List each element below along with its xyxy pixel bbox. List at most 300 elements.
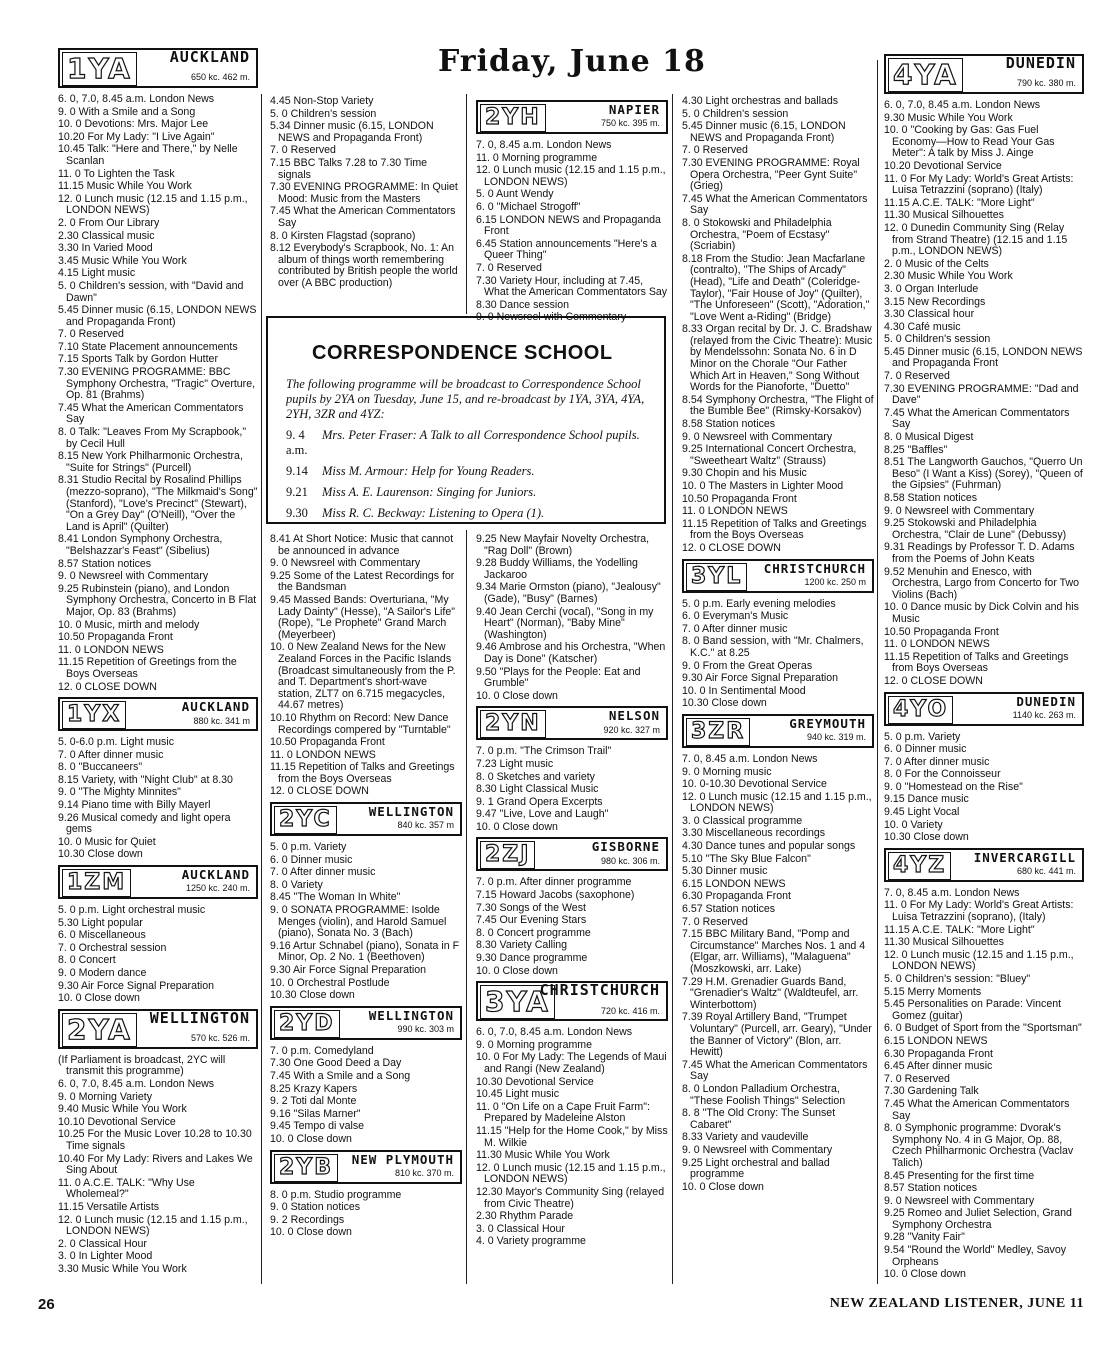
programme-item: 10. 0 Orchestral Postlude [270, 976, 390, 989]
programme-list [682, 599, 874, 710]
programme-item: 9. 0 With a Smile and a Song [58, 105, 196, 118]
column-divider [261, 94, 262, 1284]
programme-item: 9.15 Dance music [884, 793, 969, 806]
programme-list [476, 746, 668, 833]
programme-item: 3. 0 Classical programme [682, 814, 803, 827]
programme-item: 5.45 Dinner music (6.15, LONDON NEWS and Propaganda Front) [58, 304, 257, 328]
programme-item: 5. 0-6.0 p.m. Light music [58, 736, 174, 749]
programme-item: 10.30 Close down [884, 831, 969, 844]
programme-item: 7.45 What the American Commentators Say [682, 192, 868, 217]
programme-item: 10. 0 In Sentimental Mood [682, 684, 806, 697]
programme-item: 11.15 Repetition of Talks and Greetings from the Boys Overseas [270, 761, 455, 785]
programme-item: 11.15 A.C.E. TALK: "More Light" [884, 196, 1035, 209]
station-city: GISBORNE [591, 839, 660, 855]
programme-item: 8. 0 Sketches and variety [476, 770, 595, 783]
programme-list [270, 842, 462, 1002]
programme-item: 10.10 Devotional Service [58, 1115, 176, 1128]
programme-item: 12. 0 Lunch music (12.15 and 1.15 p.m., LONDON NEWS) [884, 948, 1074, 973]
programme-item: 9.25 New Mayfair Novelty Orchestra, "Rag Doll" (Brown) [476, 533, 650, 557]
programme-list [58, 905, 258, 1005]
programme-item: 7.45 What the American Commentators Say [58, 401, 244, 426]
programme-item: 7. 0 After dinner music [58, 748, 164, 761]
programme-item: 7. 0 After dinner music [884, 755, 990, 768]
programme-item: 9. 0 SONATA PROGRAMME: Isolde Menges (violin), and Harold Samuel (piano), Sonata No. 3 (Bach) [270, 904, 447, 940]
programme-item: 9. 2 Recordings [270, 1213, 345, 1226]
programme-item: 12. 0 CLOSE DOWN [270, 785, 369, 798]
programme-item: 11. 0 A.C.E. TALK: "Why Use Wholemeal?" [58, 1176, 195, 1201]
station-city: DUNEDIN [1005, 54, 1076, 72]
programme-item: 12. 0 Lunch music (12.15 and 1.15 p.m., LONDON NEWS) [476, 164, 666, 188]
programme-item: 3. 0 Classical Hour [476, 1222, 565, 1235]
station-frequency: 980 kc. 306 m. [600, 855, 660, 866]
programme-item: 8.15 New York Philharmonic Orchestra, "Suite for Strings" (Purcell) [58, 450, 243, 474]
programme-item: 10. 0 Close down [682, 1180, 764, 1193]
programme-item: 11. 0 For My Lady: World's Great Artists: Luisa Tetrazzini (soprano) (Italy) [884, 172, 1074, 197]
programme-item: 8.25 Krazy Kapers [270, 1082, 358, 1095]
programme-item: 9. 0 Station notices [270, 1201, 361, 1214]
correspondence-school-box [266, 316, 666, 524]
station-frequency: 1140 kc. 263 m. [1012, 709, 1076, 720]
programme-item: 7.30 Songs of the West [476, 901, 586, 914]
programme-item: 3.45 Music While You Work [58, 254, 187, 267]
programme-item: 8.25 "Baffles" [884, 443, 948, 456]
programme-item: 6.30 Propaganda Front [682, 890, 791, 903]
programme-item: 9.25 Some of the Latest Recordings for the Bandsman [270, 569, 455, 594]
programme-item: 7. 0 Reserved [884, 1072, 950, 1085]
programme-list [476, 1027, 668, 1248]
programme-item: 10.45 Talk: "Here and There," by Nelle Scanlan [58, 143, 238, 167]
column-divider [877, 60, 878, 1284]
programme-item: 7.23 Light music [476, 757, 554, 770]
programme-item: 10. 0 Dance music by Dick Colvin and his Music [884, 601, 1079, 625]
programme-item: 2.30 Classical music [58, 229, 155, 242]
programme-item: 8.41 London Symphony Orchestra, "Belshazzar's Feast" (Sibelius) [58, 533, 223, 557]
schedule-time: 9.21 [286, 485, 308, 499]
programme-item: 8.45 Presenting for the first time [884, 1169, 1035, 1182]
programme-item: 11. 0 To Lighten the Task [58, 167, 175, 180]
programme-item: 8.51 The Langworth Gauchos, "Querro Un Beso" (I Want a Kiss) (Sorey), "Queen of the Gipsies" (Fuhrman) [884, 456, 1083, 492]
programme-item: 5. 0 p.m. Variety [270, 841, 347, 854]
programme-item: 7. 0 Reserved [884, 370, 950, 383]
programme-item: 4.30 Dance tunes and popular songs [682, 840, 856, 853]
station-city: AUCKLAND [169, 48, 250, 66]
schedule-text: Mrs. Peter Fraser: A Talk to all Correspondence School pupils. [322, 428, 640, 442]
station-frequency: 880 kc. 341 m [193, 715, 250, 726]
programme-item: 11.15 Repetition of Talks and Greetings from the Boys Overseas [682, 517, 867, 542]
programme-item: 12. 0 Lunch music (12.15 and 1.15 p.m., LONDON NEWS) [682, 790, 872, 815]
column-3-top [476, 96, 668, 325]
station-city: GREYMOUTH [789, 715, 866, 731]
programme-item: 5.34 Dinner music (6.15, LONDON NEWS and Propaganda Front) [270, 120, 434, 144]
programme-item: 9. 1 Grand Opera Excerpts [476, 795, 603, 808]
programme-item: 12. 0 Lunch music (12.15 and 1.15 p.m., LONDON NEWS) [58, 1213, 248, 1238]
programme-item: 7. 0 Reserved [476, 261, 542, 274]
programme-item: 8.45 "The Woman In White" [270, 891, 401, 904]
programme-item: 9.28 Buddy Williams, the Yodelling Jackaroo [476, 557, 638, 581]
programme-item: 9.25 Stokowski and Philadelphia Orchestra, "Clair de Lune" (Debussy) [884, 517, 1067, 541]
station-frequency: 680 kc. 441 m. [1016, 866, 1076, 877]
station-header-2yc [270, 802, 462, 836]
station-frequency: 720 kc. 416 m. [600, 1005, 660, 1016]
programme-item: 10.30 Devotional Service [476, 1075, 594, 1088]
programme-item: 9. 0 Morning Variety [58, 1090, 153, 1103]
station-frequency: 750 kc. 395 m. [600, 118, 660, 129]
programme-item: 10.10 Rhythm on Record: New Dance Recordings compered by "Turntable" [270, 711, 451, 736]
programme-item: 6. 0, 7.0, 8.45 a.m. London News [58, 93, 215, 105]
programme-list [682, 754, 874, 1193]
programme-item: 11. 0 Morning programme [476, 151, 598, 164]
call-sign-logo: 2YN [480, 710, 546, 738]
programme-item: 8. 0 p.m. Studio programme [270, 1188, 402, 1201]
station-header-1zm [58, 865, 258, 899]
station-frequency: 920 kc. 327 m [603, 724, 660, 735]
programme-item: 9.54 "Round the World" Medley, Savoy Orpheans [884, 1244, 1067, 1268]
programme-item: 8. 0 Band session, with "Mr. Chalmers, K.C." at 8.25 [682, 635, 864, 659]
call-sign-logo: 2YD [274, 1010, 340, 1038]
programme-item: 9.40 Jean Cerchi (vocal), "Song in my Heart" (Norman), "Baby Mine" (Washington) [476, 605, 654, 641]
programme-item: 12.30 Mayor's Community Sing (relayed from Civic Theatre) [476, 1185, 665, 1210]
programme-item: 7. 0, 8.45 a.m. London News [682, 752, 818, 765]
programme-item: 7.39 Royal Artillery Band, "Trumpet Voluntary" (Purcell, arr. Geary), "Under the Banner of Victory" (Blon, arr. Hewitt) [682, 1011, 872, 1059]
station-header-3ya [476, 981, 668, 1021]
programme-item: 7.45 Our Evening Stars [476, 914, 587, 927]
programme-item: 7. 0 Reserved [270, 144, 336, 157]
programme-item: 5.30 Dinner music [682, 865, 768, 878]
programme-item: 7.30 EVENING PROGRAMME: In Quiet Mood: Music from the Masters [270, 181, 458, 205]
programme-item: 5.45 Dinner music (6.15, LONDON NEWS and Propaganda Front [884, 345, 1083, 370]
programme-item: 8.41 At Short Notice: Music that cannot be announced in advance [270, 533, 454, 557]
page-title: Friday, June 18 [438, 44, 706, 79]
programme-item: 3.15 New Recordings [884, 295, 986, 308]
programme-item: 9.25 International Concert Orchestra, "Sweetheart Waltz" (Strauss) [682, 443, 857, 467]
schedule-row [286, 428, 654, 458]
station-header-2ya [58, 1009, 258, 1049]
programme-item: 8.58 Station notices [884, 492, 978, 504]
programme-item: 5.30 Light popular [58, 916, 143, 929]
programme-item: 9.30 Dance programme [476, 952, 588, 965]
programme-item: 8.12 Everybody's Scrapbook, No. 1: An album of things worth remembering contributed by British people the world over (A BBC production) [270, 242, 458, 289]
station-header-3zr [682, 714, 874, 748]
programme-item: 9.34 Marie Ormston (piano), "Jealousy" (Gade), "Busy" (Barnes) [476, 581, 661, 605]
programme-item: 8. 0 Variety [270, 878, 323, 891]
column-divider [466, 94, 467, 314]
programme-item: 6.15 LONDON NEWS and Propaganda Front [476, 213, 661, 238]
programme-item: 8.30 Variety Calling [476, 939, 568, 952]
programme-list [476, 534, 668, 702]
programme-item: 8.58 Station notices [682, 418, 776, 431]
programme-item: 10. 0 New Zealand News for the New Zealand Forces in the Pacific Islands (Broadcast simultaneously from the P. and T. Department's short-wave station, ZLT7 on 6.715 megacycles, 44.67 metres) [270, 641, 456, 712]
programme-item: 2. 0 Music of the Celts [884, 257, 989, 270]
call-sign-logo: 1YA [62, 52, 137, 86]
programme-item: 7.15 BBC Military Band, "Pomp and Circumstance" Marches Nos. 1 and 4 (Elgar, arr. Williams), "Malaguena" (Moszkowski, arr. Lake) [682, 928, 866, 975]
programme-item: 5. 0 p.m. Variety [884, 730, 961, 743]
programme-item: 5. 0 p.m. Early evening melodies [682, 597, 836, 610]
station-header-4ya [884, 54, 1084, 94]
programme-item: 11. 0 LONDON NEWS [884, 638, 990, 651]
call-sign-logo: 3YA [480, 985, 555, 1019]
programme-item: 4.15 Light music [58, 267, 136, 280]
programme-item: 6.15 LONDON NEWS [884, 1034, 988, 1047]
programme-item: 5. 0 Children's session [682, 107, 789, 120]
column-5 [884, 50, 1084, 1282]
programme-item: 6.15 LONDON NEWS [682, 877, 786, 890]
call-sign-logo: 2YB [274, 1154, 338, 1182]
programme-item: 7.45 What the American Commentators Say [682, 1058, 868, 1083]
programme-item: 12. 0 CLOSE DOWN [884, 674, 983, 687]
station-frequency: 940 kc. 319 m. [806, 732, 866, 743]
column-2-bottom [270, 534, 462, 1240]
call-sign-logo: 3YL [686, 563, 747, 591]
programme-item: 5. 0 Aunt Wendy [476, 188, 554, 201]
station-header-2yd [270, 1006, 462, 1040]
station-city: AUCKLAND [181, 867, 250, 883]
programme-item: 10.50 Propaganda Front [884, 625, 999, 638]
station-city: WELLINGTON [368, 804, 454, 820]
column-divider [466, 530, 467, 1284]
programme-item: 7.30 One Good Deed a Day [270, 1057, 402, 1070]
programme-item: 10.30 Close down [58, 848, 143, 861]
programme-list [270, 1046, 462, 1146]
programme-item: 6.45 Station announcements "Here's a Queer Thing" [476, 237, 657, 262]
programme-item: 8.57 Station notices [58, 557, 152, 570]
programme-list [58, 737, 258, 861]
programme-item: 11.15 Versatile Artists [58, 1200, 160, 1213]
schedule-text: Miss A. E. Laurenson: Singing for Juniors. [322, 485, 537, 499]
programme-item: 9.30 Air Force Signal Preparation [270, 964, 427, 976]
call-sign-logo: 2YH [480, 104, 546, 132]
programme-item: 6. 0 Everyman's Music [682, 610, 789, 623]
station-city: AUCKLAND [181, 699, 250, 715]
station-city: NELSON [608, 708, 660, 724]
programme-item: 7.10 State Placement announcements [58, 340, 238, 353]
programme-item: 8. 0 For the Connoisseur [884, 768, 1001, 781]
programme-item: 8.33 Organ recital by Dr. J. C. Bradshaw (relayed from the Civic Theatre): Music by Mendelssohn: Sonata No. 6 in D Minor on the Chorale "Our Father Which Art in Heaven," Song Without Words for the Pianoforte, "Duetto" [682, 323, 873, 394]
programme-item: 5. 0 Children's session [270, 107, 377, 120]
programme-item: 11.30 Musical Silhouettes [884, 936, 1004, 949]
programme-item: 9.25 Light orchestral and ballad programme [682, 1156, 830, 1181]
programme-item: 7.45 With a Smile and a Song [270, 1069, 411, 1082]
publication-footer: NEW ZEALAND LISTENER, JUNE 11 [829, 1296, 1084, 1311]
programme-list [58, 94, 258, 693]
programme-item: 7. 0 Reserved [682, 915, 748, 928]
programme-item: 9.16 Artur Schnabel (piano), Sonata in F Minor, Op. 2 No. 1 (Beethoven) [270, 939, 460, 964]
programme-item: 9. 0 "Homestead on the Rise" [884, 780, 1023, 793]
programme-item: 8. 0 Musical Digest [884, 431, 974, 444]
programme-item: 10. 0 Variety [884, 818, 943, 831]
programme-item: 12. 0 Lunch music (12.15 and 1.15 p.m., LONDON NEWS) [476, 1161, 666, 1186]
programme-item: 5.15 Merry Moments [884, 985, 982, 998]
programme-item: 10.50 Propaganda Front [270, 736, 385, 749]
programme-item: 3. 0 Organ Interlude [884, 282, 979, 295]
programme-item: 12. 0 CLOSE DOWN [682, 541, 781, 554]
programme-item: 8.30 Dance session [476, 298, 570, 311]
programme-item: 10.20 Devotional Service [884, 159, 1002, 172]
station-header-1yx [58, 697, 258, 731]
programme-item: 10. 0 Close down [270, 1226, 352, 1239]
programme-item: 3.30 Music While You Work [58, 1262, 187, 1275]
programme-item: 9.25 Rubinstein (piano), and London Symphony Orchestra, Concerto in B Flat Major, Op. 83 (Brahms) [58, 582, 257, 618]
programme-item: 8.57 Station notices [884, 1182, 978, 1195]
call-sign-logo: 4YO [888, 696, 953, 724]
station-header-3yl [682, 559, 874, 593]
programme-item: 4.30 Café music [884, 320, 961, 333]
programme-item: 11. 0 LONDON NEWS [58, 643, 164, 656]
programme-item: 11. 0 "On Life on a Cape Fruit Farm": Prepared by Madeleine Alston [476, 1100, 650, 1125]
programme-item: 9. 0 Morning programme [476, 1038, 592, 1051]
programme-item: 7.29 H.M. Grenadier Guards Band, "Grenadier's Waltz" (Waldteufel, arr. Winterbottom) [682, 975, 859, 1011]
programme-item: 10.50 Propaganda Front [58, 631, 173, 644]
programme-item: 9.16 "Silas Marner" [270, 1107, 361, 1120]
programme-item: 10. 0 Close down [476, 820, 558, 833]
schedule-time: 9. 4 a.m. [286, 428, 308, 457]
programme-item: 9. 0 Newsreel with Commentary [682, 430, 833, 443]
programme-item: 9. 0 Newsreel with Commentary [476, 311, 627, 324]
programme-item: 9.40 Music While You Work [58, 1103, 187, 1116]
programme-item: 11.15 A.C.E. TALK: "More Light" [884, 923, 1035, 936]
programme-item: 10. 0 Close down [476, 689, 558, 702]
programme-item: 6.57 Station notices [682, 903, 776, 916]
programme-item: 6. 0, 7.0, 8.45 a.m. London News [476, 1026, 633, 1039]
page-number: 26 [38, 1296, 55, 1313]
programme-item: 8. 0 London Palladium Orchestra, "These Foolish Things" Selection [682, 1082, 846, 1107]
programme-list [270, 534, 462, 798]
programme-item: 7. 0 p.m. Comedyland [270, 1044, 374, 1057]
programme-item: 10. 0 The Masters in Lighter Mood [682, 480, 844, 492]
programme-item: 11. 0 For My Lady: World's Great Artists: Luisa Tetrazzini (soprano), (Italy) [884, 899, 1074, 924]
schedule-time: 9.14 [286, 464, 308, 478]
programme-item: 9.50 "Plays for the People: Eat and Grumble" [476, 665, 641, 690]
programme-item: 7.45 What the American Commentators Say [270, 205, 456, 229]
programme-item: 6. 0, 7.0, 8.45 a.m. London News [58, 1077, 215, 1090]
programme-item: 10. 0 For My Lady: The Legends of Maui and Rangi (New Zealand) [476, 1051, 667, 1075]
station-city: WELLINGTON [149, 1008, 250, 1027]
programme-item: 10.20 For My Lady: "I Live Again" [58, 130, 215, 143]
programme-item: 8. 0 Talk: "Leaves From My Scrapbook," by Cecil Hull [58, 426, 247, 450]
programme-item: 9. 0 "The Mighty Minnites" [58, 786, 181, 799]
station-header-2yb [270, 1150, 462, 1184]
programme-item: 2.30 Music While You Work [884, 270, 1013, 283]
programme-item: 4.30 Light orchestras and ballads [682, 95, 839, 107]
station-frequency: 790 kc. 380 m. [1016, 78, 1076, 89]
programme-item: 9.30 Air Force Signal Preparation [682, 672, 839, 685]
programme-item: 11.15 "Help for the Home Cook," by Miss M. Wilkie [476, 1124, 668, 1149]
programme-item: 7. 0 Reserved [58, 328, 124, 341]
station-frequency: 570 kc. 526 m. [190, 1033, 250, 1044]
programme-item: 3.30 Classical hour [884, 308, 975, 321]
station-frequency: 840 kc. 357 m [397, 820, 454, 831]
programme-list [476, 877, 668, 977]
programme-item: 9. 0 Modern dance [58, 967, 147, 979]
programme-item: 12. 0 CLOSE DOWN [58, 680, 157, 693]
programme-item: 11.30 Music While You Work [476, 1149, 610, 1162]
call-sign-logo: 2YC [274, 806, 337, 834]
programme-item: 9. 0 Newsreel with Commentary [270, 557, 421, 570]
box-intro: The following programme will be broadcast to Correspondence School pupils by 2YA on Tuesday, June 15, and re-broadcast by 1YA, 3YA, 4YA, 2YH, 3ZR and 4YZ: [286, 377, 645, 421]
programme-item: 7. 0 Reserved [682, 144, 748, 157]
programme-item: 2. 0 From Our Library [58, 216, 160, 229]
programme-item: 9. 0 Newsreel with Commentary [58, 570, 209, 583]
programme-item: 10.40 For My Lady: Rivers and Lakes We Sing About [58, 1152, 253, 1177]
programme-item: 10.50 Propaganda Front [682, 492, 797, 505]
programme-item: 7. 0 p.m. "The Crimson Trail" [476, 745, 612, 758]
programme-item: 11.15 Repetition of Talks and Greetings from Boys Overseas [884, 650, 1069, 675]
schedule-row [286, 485, 654, 500]
programme-item: 8.15 Variety, with "Night Club" at 8.30 [58, 773, 233, 786]
schedule-row [286, 464, 654, 479]
programme-item: 7. 0 After dinner music [682, 622, 788, 635]
programme-item: 5. 0 Children's session [884, 333, 991, 346]
schedule-row [286, 506, 654, 521]
programme-item: 7. 0, 8.45 a.m. London News [476, 139, 612, 151]
call-sign-logo: 1YX [62, 701, 126, 729]
programme-item: 8.33 Variety and vaudeville [682, 1131, 809, 1144]
programme-item: 5. 0 Children's session, with "David and Dawn" [58, 279, 244, 304]
programme-item: 7.30 EVENING PROGRAMME: "Dad and Dave" [884, 382, 1079, 407]
programme-item: 9.30 Music While You Work [884, 111, 1013, 124]
programme-item: 9.26 Musical comedy and light opera gems [58, 811, 231, 836]
station-header-4yz [884, 848, 1084, 882]
programme-item: 7. 0 Orchestral session [58, 941, 167, 954]
programme-item: 8. 0 Symphonic programme: Dvorak's Symphony No. 4 in G Major, Op. 88, Czech Philharmonic Orchestra (Vaclav Talich) [884, 1122, 1074, 1169]
programme-item: 6.30 Propaganda Front [884, 1047, 993, 1060]
programme-item: 7.45 What the American Commentators Say [884, 406, 1070, 431]
station-city: CHRISTCHURCH [763, 560, 866, 576]
programme-item: 11.30 Musical Silhouettes [884, 209, 1004, 222]
programme-item: 9.45 Tempo di valse [270, 1120, 365, 1133]
programme-item: 10. 0 Close down [58, 992, 140, 1005]
programme-item: 7.30 Gardening Talk [884, 1085, 979, 1098]
programme-item: 7.30 Variety Hour, including at 7.45, What the American Commentators Say [476, 274, 668, 299]
programme-list [884, 732, 1084, 844]
programme-item: 11.15 Music While You Work [58, 180, 192, 193]
programme-item: 9.30 Air Force Signal Preparation [58, 979, 215, 992]
programme-item: 5.45 Dinner music (6.15, LONDON NEWS and Propaganda Front) [682, 120, 846, 144]
programme-item: 10. 0 Close down [270, 1132, 352, 1145]
programme-item: (If Parliament is broadcast, 2YC will transmit this programme) [58, 1053, 226, 1078]
programme-item: 9.28 "Vanity Fair" [884, 1231, 965, 1244]
programme-item: 9.46 Ambrose and his Orchestra, "When Day is Done" (Katscher) [476, 641, 666, 665]
station-frequency: 990 kc. 303 m [397, 1024, 454, 1035]
programme-item: 9.14 Piano time with Billy Mayerl [58, 799, 211, 812]
station-city: DUNEDIN [1016, 693, 1076, 709]
programme-item: 8. 8 "The Old Crony: The Sunset Cabaret" [682, 1107, 836, 1131]
programme-item: 10. 0 Close down [476, 964, 558, 977]
station-city: INVERCARGILL [973, 849, 1076, 865]
column-4 [682, 96, 874, 1194]
programme-item: 7.15 BBC Talks 7.28 to 7.30 Time signals [270, 156, 428, 181]
programme-item: 2.30 Rhythm Parade [476, 1210, 574, 1223]
programme-item: 6. 0 Dinner music [270, 853, 353, 866]
programme-item: 11.15 Repetition of Greetings from the Boys Overseas [58, 656, 237, 680]
column-divider [672, 94, 673, 1284]
programme-item: 10.30 Close down [682, 697, 767, 710]
column-1 [58, 44, 258, 1276]
station-city: NAPIER [608, 102, 660, 117]
programme-item: 3. 0 In Lighter Mood [58, 1250, 153, 1263]
programme-item: 7.30 EVENING PROGRAMME: Royal Opera Orchestra, "Peer Gynt Suite" (Grieg) [682, 156, 860, 193]
programme-item: 6. 0, 7.0, 8.45 a.m. London News [884, 99, 1041, 111]
programme-item: 7. 0 After dinner music [270, 866, 376, 879]
programme-item: 10. 0-10.30 Devotional Service [682, 778, 827, 791]
programme-item: 9. 0 Newsreel with Commentary [682, 1143, 833, 1156]
call-sign-logo: 4YA [888, 58, 963, 92]
programme-item: 7.45 What the American Commentators Say [884, 1097, 1070, 1122]
schedule-text: Miss R. C. Beckway: Listening to Opera (1). [322, 506, 545, 520]
call-sign-logo: 2YA [62, 1013, 137, 1047]
programme-item: 5.10 "The Sky Blue Falcon" [682, 852, 811, 865]
programme-item: 9. 0 From the Great Operas [682, 659, 813, 672]
programme-item: 8. 0 Stokowski and Philadelphia Orchestra, "Poem of Ecstasy" (Scriabin) [682, 216, 832, 253]
